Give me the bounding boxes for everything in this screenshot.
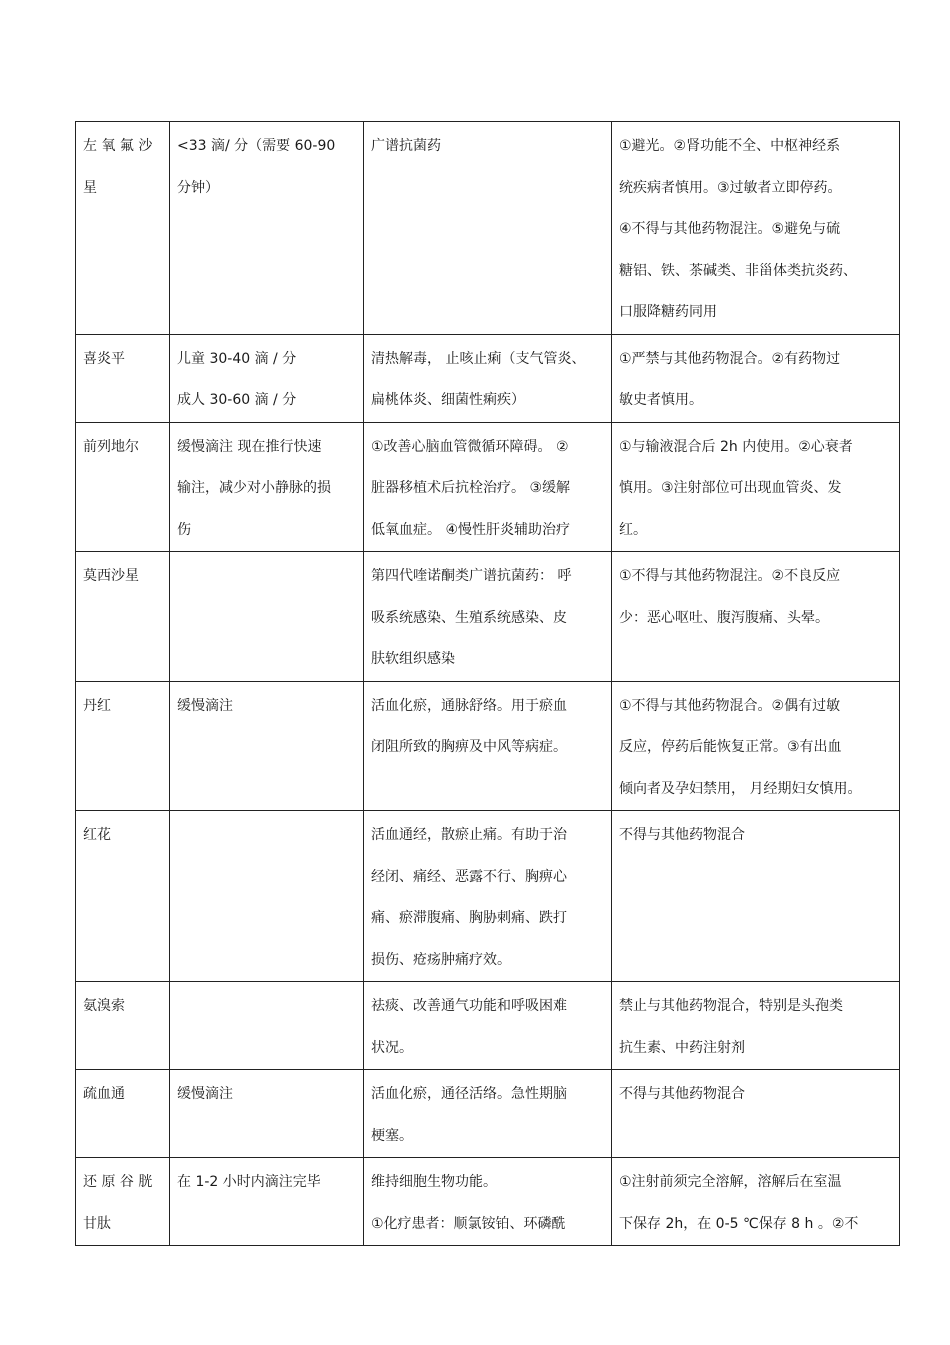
- table-row: [76, 122, 900, 335]
- drug-name: 喜炎平: [83, 350, 125, 367]
- precautions-cell: [612, 811, 900, 982]
- drip-rate: 缓慢滴注 现在推行快速 输注，减少对小静脉的损 伤: [177, 438, 331, 538]
- drug-name-cell: [76, 811, 170, 982]
- table-row: [76, 811, 900, 982]
- table-row: [76, 552, 900, 682]
- drug-name-cell: [76, 334, 170, 422]
- table-body: [76, 122, 900, 1246]
- drug-name: 左 氧 氟 沙 星: [83, 138, 153, 196]
- drug-name-cell: [76, 1158, 170, 1246]
- drug-name-cell: [76, 552, 170, 682]
- precautions-cell: [612, 334, 900, 422]
- drug-name: 还 原 谷 胱 甘肽: [83, 1174, 153, 1232]
- indication-cell: [364, 982, 612, 1070]
- drip-rate-cell: [170, 1158, 364, 1246]
- drip-rate-cell: [170, 811, 364, 982]
- indication: 祛痰、改善通气功能和呼吸困难 状况。: [371, 998, 567, 1056]
- precautions-cell: [612, 982, 900, 1070]
- drug-name-cell: [76, 1070, 170, 1158]
- indication-cell: [364, 1158, 612, 1246]
- drip-rate: <33 滴/ 分（需要 60-90 分钟）: [177, 138, 336, 196]
- precautions: 禁止与其他药物混合，特别是头孢类 抗生素、中药注射剂: [619, 998, 843, 1056]
- indication: 第四代喹诺酮类广谱抗菌药： 呼 吸系统感染、生殖系统感染、皮 肤软组织感染: [371, 568, 572, 667]
- drug-name: 莫西沙星: [83, 568, 139, 584]
- precautions: ①不得与其他药物混合。②偶有过敏 反应，停药后能恢复正常。③有出血 倾向者及孕妇禁用， 月经期妇女慎用。: [619, 697, 862, 797]
- indication: 广谱抗菌药: [371, 138, 441, 154]
- drip-rate: 缓慢滴注: [177, 1086, 233, 1102]
- precautions: ①不得与其他药物混注。②不良反应 少：恶心呕吐、腹泻腹痛、头晕。: [619, 568, 841, 626]
- drug-name-cell: [76, 681, 170, 811]
- table-row: [76, 681, 900, 811]
- indication-cell: [364, 681, 612, 811]
- indication: 活血化瘀，通径活络。急性期脑 梗塞。: [371, 1086, 567, 1144]
- table-row: [76, 982, 900, 1070]
- drip-rate: 在 1-2 小时内滴注完毕: [177, 1174, 321, 1190]
- precautions: ①避光。②肾功能不全、中枢神经系 统疾病者慎用。③过敏者立即停药。 ④不得与其他药物混注。⑤避免与硫 糖铝、铁、茶碱类、非甾体类抗炎药、 口服降糖药同用: [619, 138, 857, 320]
- drip-rate-cell: [170, 334, 364, 422]
- drip-rate-cell: [170, 681, 364, 811]
- drip-rate-cell: [170, 982, 364, 1070]
- drug-name: 丹红: [83, 697, 111, 714]
- drip-rate-cell: [170, 1070, 364, 1158]
- indication-cell: [364, 122, 612, 335]
- precautions-cell: [612, 681, 900, 811]
- indication: ①改善心脑血管微循环障碍。 ② 脏器移植术后抗栓治疗。 ③缓解 低氧血症。 ④慢性肝炎辅助治疗: [371, 438, 571, 538]
- drip-rate-cell: [170, 122, 364, 335]
- drip-rate-cell: [170, 552, 364, 682]
- indication-cell: [364, 334, 612, 422]
- precautions-cell: [612, 1070, 900, 1158]
- precautions: 不得与其他药物混合: [619, 827, 745, 843]
- precautions: ①与输液混合后 2h 内使用。②心衰者 慎用。③注射部位可出现血管炎、发 红。: [619, 438, 853, 538]
- drip-rate-cell: [170, 422, 364, 552]
- drug-name-cell: [76, 422, 170, 552]
- drip-rate: 儿童 30-40 滴 / 分 成人 30-60 滴 / 分: [177, 350, 297, 408]
- indication-cell: [364, 811, 612, 982]
- drug-name: 氨溴索: [83, 998, 125, 1014]
- table-row: [76, 334, 900, 422]
- indication-cell: [364, 422, 612, 552]
- table-row: [76, 422, 900, 552]
- drip-rate: 缓慢滴注: [177, 697, 233, 714]
- precautions-cell: [612, 422, 900, 552]
- drug-name-cell: [76, 982, 170, 1070]
- indication-cell: [364, 552, 612, 682]
- indication: 活血化瘀，通脉舒络。用于瘀血 闭阻所致的胸痹及中风等病症。: [371, 697, 567, 755]
- drug-name: 红花: [83, 827, 111, 843]
- indication-cell: [364, 1070, 612, 1158]
- indication: 维持细胞生物功能。 ①化疗患者：顺氯铵铂、环磷酰: [371, 1174, 566, 1232]
- precautions: 不得与其他药物混合: [619, 1086, 745, 1102]
- indication: 清热解毒， 止咳止痢（支气管炎、 扁桃体炎、细菌性痢疾）: [371, 350, 586, 408]
- table-row: [76, 1158, 900, 1246]
- precautions-cell: [612, 122, 900, 335]
- precautions-cell: [612, 552, 900, 682]
- indication: 活血通经，散瘀止痛。有助于治 经闭、痛经、恶露不行、胸痹心 痛、瘀滞腹痛、胸胁刺痛、跌打 损伤、疮疡肿痛疗效。: [371, 827, 567, 968]
- drug-name-cell: [76, 122, 170, 335]
- precautions-cell: [612, 1158, 900, 1246]
- drug-name: 前列地尔: [83, 438, 139, 455]
- table-row: [76, 1070, 900, 1158]
- precautions: ①严禁与其他药物混合。②有药物过 敏史者慎用。: [619, 350, 841, 408]
- precautions: ①注射前须完全溶解，溶解后在室温 下保存 2h，在 0-5 ℃保存 8 h 。②不: [619, 1174, 859, 1232]
- drug-name: 疏血通: [83, 1086, 125, 1102]
- drug-table: [75, 121, 900, 1246]
